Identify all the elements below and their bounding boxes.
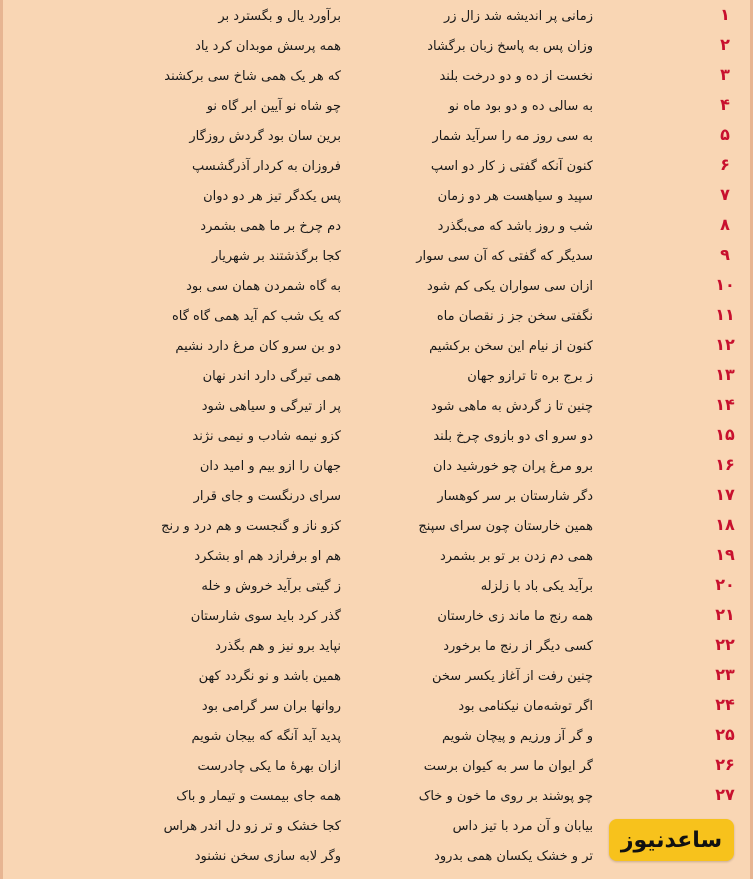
second-hemistich: هم او برفرازد هم او بشکرد bbox=[194, 549, 341, 564]
verse-row bbox=[3, 752, 753, 782]
second-hemistich: ز گیتی برآید خروش و خله bbox=[201, 579, 341, 594]
second-hemistich: کزو نیمه شادب و نیمی نژند bbox=[192, 429, 341, 444]
verse-number: ۷ bbox=[720, 185, 730, 204]
site-logo bbox=[609, 819, 734, 861]
first-hemistich: همین خارستان چون سرای سپنج bbox=[418, 519, 593, 534]
verse-number: ۲۲ bbox=[715, 635, 735, 654]
second-hemistich: همه پرسش موبدان کرد یاد bbox=[195, 39, 341, 54]
first-hemistich: چنین رفت از آغاز یکسر سخن bbox=[432, 669, 593, 684]
verse-number: ۲۶ bbox=[715, 755, 735, 774]
verse-row bbox=[3, 602, 753, 632]
verse-row bbox=[3, 332, 753, 362]
first-hemistich: همه رنج ما ماند زی خارستان bbox=[437, 609, 593, 624]
first-hemistich: همی دم زدن بر تو بر بشمرد bbox=[439, 549, 593, 564]
verse-row bbox=[3, 572, 753, 602]
first-hemistich: دگر شارستان بر سر کوهسار bbox=[437, 489, 593, 504]
second-hemistich: گذر کرد باید سوی شارستان bbox=[190, 609, 341, 624]
first-hemistich: چو پوشند بر روی ما خون و خاک bbox=[418, 789, 593, 804]
verse-row bbox=[3, 782, 753, 812]
verse-row bbox=[3, 392, 753, 422]
second-hemistich: کزو ناز و گنجست و هم درد و رنج bbox=[161, 519, 341, 534]
verse-number: ۱۹ bbox=[715, 545, 735, 564]
verse-row bbox=[3, 662, 753, 692]
verse-number: ۱۰ bbox=[715, 275, 735, 294]
first-hemistich: دو سرو ای دو بازوی چرخ بلند bbox=[433, 429, 593, 444]
verse-row bbox=[3, 362, 753, 392]
first-hemistich: کنون از نیام این سخن برکشیم bbox=[429, 339, 593, 354]
second-hemistich: همی تیرگی دارد اندر نهان bbox=[202, 369, 341, 384]
site-logo-text: ساعدنیوز bbox=[620, 827, 723, 853]
verse-number: ۹ bbox=[720, 245, 730, 264]
first-hemistich: گر ایوان ما سر به کیوان برست bbox=[423, 759, 593, 774]
second-hemistich: که یک شب کم آید همی گاه گاه bbox=[171, 309, 341, 324]
second-hemistich: برین سان بود گردش روزگار bbox=[189, 129, 341, 144]
second-hemistich: برآورد یال و بگسترد بر bbox=[218, 9, 341, 24]
second-hemistich: جهان را ازو بیم و امید دان bbox=[199, 459, 341, 474]
second-hemistich: نپاید برو نیز و هم بگذرد bbox=[215, 639, 341, 654]
verse-number: ۱۸ bbox=[715, 515, 735, 534]
second-hemistich: پس یکدگر تیز هر دو دوان bbox=[203, 189, 341, 204]
second-hemistich: همه جای بیمست و تیمار و باک bbox=[176, 789, 341, 804]
verse-number: ۱۷ bbox=[715, 485, 735, 504]
second-hemistich: ازان بهرهٔ ما یکی چادرست bbox=[197, 759, 341, 774]
verse-number: ۵ bbox=[720, 125, 730, 144]
second-hemistich: که هر یک همی شاخ سی برکشند bbox=[164, 69, 341, 84]
verse-number: ۲۱ bbox=[715, 605, 735, 624]
verse-number: ۱۲ bbox=[715, 335, 735, 354]
first-hemistich: تر و خشک یکسان همی بدرود bbox=[434, 849, 593, 864]
first-hemistich: بیابان و آن مرد با تیز داس bbox=[452, 819, 593, 834]
verse-row bbox=[3, 512, 753, 542]
first-hemistich: ازان سی سواران یکی کم شود bbox=[427, 279, 593, 294]
verse-number: ۲۷ bbox=[715, 785, 735, 804]
verse-row bbox=[3, 692, 753, 722]
verse-number: ۳ bbox=[720, 65, 730, 84]
verse-number: ۱۴ bbox=[715, 395, 735, 414]
first-hemistich: سپید و سیاهست هر دو زمان bbox=[437, 189, 593, 204]
verse-number: ۴ bbox=[720, 95, 730, 114]
verse-row bbox=[3, 122, 753, 152]
verse-number: ۱۶ bbox=[715, 455, 735, 474]
second-hemistich: چو شاه نو آیین ابر گاه نو bbox=[206, 99, 341, 114]
second-hemistich: وگر لابه سازی سخن نشنود bbox=[194, 849, 341, 864]
verse-number: ۱۵ bbox=[715, 425, 735, 444]
verse-row bbox=[3, 62, 753, 92]
first-hemistich: نخست از ده و دو درخت بلند bbox=[439, 69, 593, 84]
first-hemistich: کسی دیگر از رنج ما برخورد bbox=[443, 639, 593, 654]
first-hemistich: و گر آز ورزیم و پیچان شویم bbox=[441, 729, 593, 744]
verse-row bbox=[3, 272, 753, 302]
second-hemistich: فروزان به کردار آذرگشسپ bbox=[192, 159, 341, 174]
first-hemistich: برو مرغ پران چو خورشید دان bbox=[433, 459, 593, 474]
first-hemistich: اگر توشه‌مان نیکنامی بود bbox=[458, 699, 593, 714]
verse-row bbox=[3, 542, 753, 572]
first-hemistich: ز برج بره تا ترازو جهان bbox=[467, 369, 593, 384]
verse-row bbox=[3, 92, 753, 122]
verse-row bbox=[3, 452, 753, 482]
second-hemistich: دم چرخ بر ما همی بشمرد bbox=[200, 219, 341, 234]
first-hemistich: سدیگر که گفتی که آن سی سوار bbox=[416, 249, 593, 264]
second-hemistich: همین باشد و نو نگردد کهن bbox=[198, 669, 341, 684]
verse-number: ۲۵ bbox=[715, 725, 735, 744]
verse-row bbox=[3, 242, 753, 272]
verse-number: ۲۴ bbox=[715, 695, 735, 714]
first-hemistich: زمانی پر اندیشه شد زال زر bbox=[444, 9, 593, 24]
second-hemistich: روانها بران سر گرامی بود bbox=[201, 699, 341, 714]
first-hemistich: کنون آنکه گفتی ز کار دو اسپ bbox=[430, 159, 593, 174]
first-hemistich: چنین تا ز گردش به ماهی شود bbox=[430, 399, 593, 414]
verse-row bbox=[3, 32, 753, 62]
verse-row bbox=[3, 2, 753, 32]
verse-number: ۲۰ bbox=[715, 575, 735, 594]
verse-number: ۱۱ bbox=[715, 305, 735, 324]
verse-number: ۶ bbox=[720, 155, 730, 174]
second-hemistich: به گاه شمردن همان سی بود bbox=[186, 279, 341, 294]
verse-number: ۱ bbox=[720, 5, 730, 24]
second-hemistich: سرای درنگست و جای قرار bbox=[193, 489, 341, 504]
first-hemistich: برآید یکی باد با زلزله bbox=[480, 579, 593, 594]
second-hemistich: پدید آید آنگه که بیجان شویم bbox=[191, 729, 341, 744]
verse-number: ۲ bbox=[720, 35, 730, 54]
second-hemistich: پر از تیرگی و سیاهی شود bbox=[201, 399, 341, 414]
verse-row bbox=[3, 722, 753, 752]
first-hemistich: به سالی ده و دو بود ماه نو bbox=[448, 99, 593, 114]
verse-row bbox=[3, 422, 753, 452]
second-hemistich: دو بن سرو کان مرغ دارد نشیم bbox=[175, 339, 341, 354]
verse-row bbox=[3, 152, 753, 182]
first-hemistich: به سی روز مه را سرآید شمار bbox=[432, 129, 593, 144]
poem-rows bbox=[3, 2, 753, 872]
first-hemistich: شب و روز باشد که می‌بگذرد bbox=[437, 219, 593, 234]
verse-row bbox=[3, 302, 753, 332]
second-hemistich: کجا خشک و تر زو دل اندر هراس bbox=[163, 819, 341, 834]
second-hemistich: کجا برگذشتند بر شهریار bbox=[211, 249, 341, 264]
verse-row bbox=[3, 632, 753, 662]
first-hemistich: نگفتی سخن جز ز نقصان ماه bbox=[436, 309, 593, 324]
first-hemistich: وزان پس به پاسخ زبان برگشاد bbox=[427, 39, 593, 54]
verse-row bbox=[3, 212, 753, 242]
verse-row bbox=[3, 482, 753, 512]
verse-number: ۱۳ bbox=[715, 365, 735, 384]
verse-number: ۲۳ bbox=[715, 665, 735, 684]
verse-row bbox=[3, 182, 753, 212]
verse-number: ۸ bbox=[720, 215, 730, 234]
